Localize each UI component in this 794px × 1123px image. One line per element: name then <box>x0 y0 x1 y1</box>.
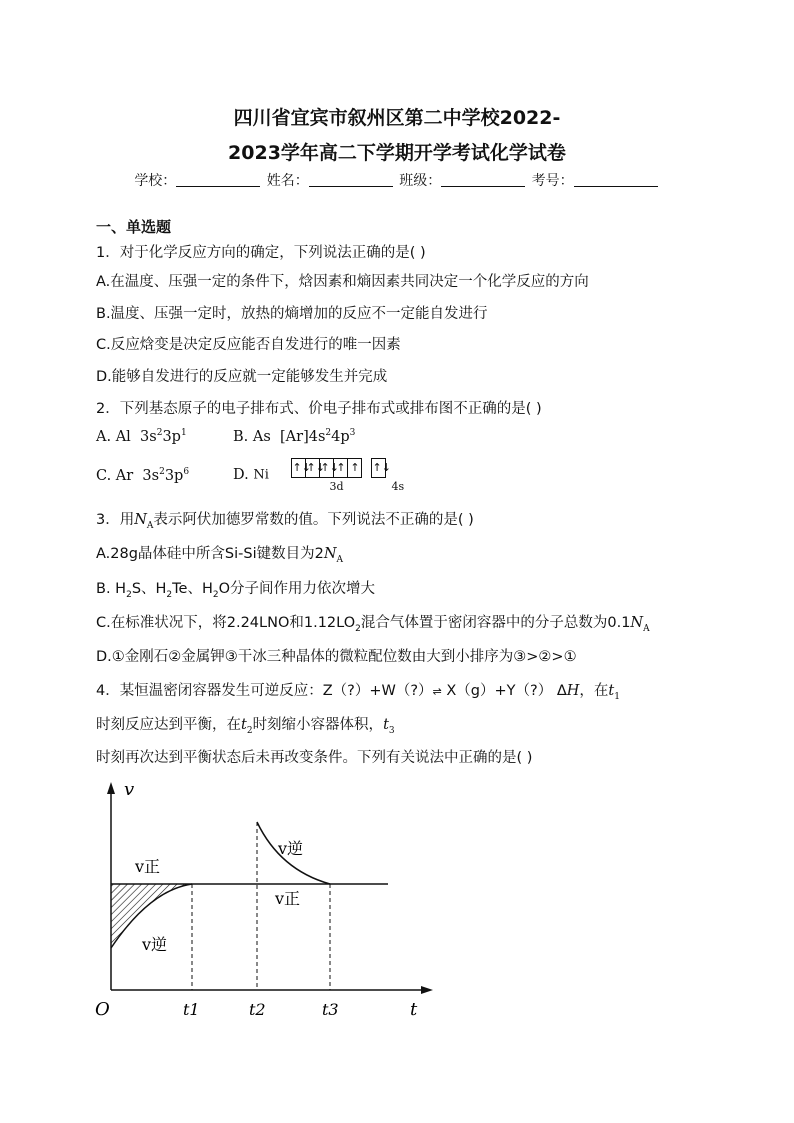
tick-t3: t3 <box>322 1000 339 1019</box>
q2-option-a: A. Al $3s^23p^1$ <box>96 428 187 445</box>
tick-t1: t1 <box>183 1000 200 1019</box>
v-reverse-label: v逆 <box>142 935 168 954</box>
q3-stem: 3．用$N_A$表示阿伏加德罗常数的值。下列说法不正确的是( ) <box>96 512 474 531</box>
q1-stem: 1．对于化学反应方向的确定，下列说法正确的是( ) <box>96 245 426 261</box>
class-label: 班级： <box>399 173 442 189</box>
tick-t2: t2 <box>249 1000 266 1019</box>
name-label: 姓名： <box>266 173 309 189</box>
q2-option-b: B. As $[Ar]4s^24p^3$ <box>233 428 356 445</box>
orbital-box: ↑↓ <box>291 458 306 478</box>
q3-option-a: A.28g晶体硅中所含Si-Si键数目为$2N_A$ <box>96 546 344 565</box>
q2-stem: 2．下列基态原子的电子排布式、价电子排布式或排布图不正确的是( ) <box>96 401 542 417</box>
orbital-label-3d: 3d <box>329 480 344 493</box>
v-forward-label-2: v正 <box>275 889 301 908</box>
section-heading: 一、单选题 <box>96 218 172 236</box>
v-forward-label: v正 <box>135 857 161 876</box>
page-title-line1: 四川省宜宾市叙州区第二中学校2022- <box>233 107 561 129</box>
orbital-box: ↑ <box>333 458 348 478</box>
q4-stem-line2: 时刻反应达到平衡，在$t_2$时刻缩小容器体积，$t_3$ <box>96 717 395 736</box>
q4-stem: 4．某恒温密闭容器发生可逆反应：Z（?）+W（?）⇌ X（g）+Y（?） ΔH，在$t_1$ <box>96 683 620 702</box>
school-label: 学校： <box>134 173 177 189</box>
q1-option-c: C.反应焓变是决定反应能否自发进行的唯一因素 <box>96 337 401 353</box>
orbital-label-4s: 4s <box>391 480 405 493</box>
page-title-line2: 2023学年高二下学期开学考试化学试卷 <box>228 142 566 164</box>
q2-option-c: C. Ar $3s^23p^6$ <box>96 467 190 484</box>
q2-option-d: D. Ni ↑↓↑↓↑↓↑ ↑ ↑↓ 3d 4s <box>233 458 421 492</box>
q1-option-b: B.温度、压强一定时，放热的熵增加的反应不一定能自发进行 <box>96 306 488 322</box>
q3-option-c: C.在标准状况下，将2.24LNO和$1.12LO_2$混合气体置于密闭容器中的分子总数为$0.1N_A$ <box>96 615 650 634</box>
q1-option-d: D.能够自发进行的反应就一定能够发生并完成 <box>96 369 388 385</box>
orbital-box: ↑↓ <box>319 458 334 478</box>
q3-option-d: D.①金刚石②金属钾③干冰三种晶体的微粒配位数由大到小排序为③>②>① <box>96 649 577 665</box>
orbital-box: ↑ <box>347 458 362 478</box>
y-axis-arrow <box>107 782 115 794</box>
id-label: 考号： <box>531 173 574 189</box>
q3-option-b: B. $H_2S$、$H_2Te$、$H_2O$分子间作用力依次增大 <box>96 581 376 600</box>
orbital-box: ↑↓ <box>371 458 386 478</box>
v-reverse-label-2: v逆 <box>278 839 304 858</box>
q4-stem-line3: 时刻再次达到平衡状态后未再改变条件。下列有关说法中正确的是( ) <box>96 750 533 766</box>
orbital-box: ↑↓ <box>305 458 320 478</box>
y-axis-label: v <box>124 779 135 800</box>
origin-label: O <box>95 999 110 1020</box>
x-axis-arrow <box>421 986 433 994</box>
x-axis-label: t <box>410 999 418 1020</box>
q1-option-a: A.在温度、压强一定的条件下，焓因素和熵因素共同决定一个化学反应的方向 <box>96 274 589 290</box>
